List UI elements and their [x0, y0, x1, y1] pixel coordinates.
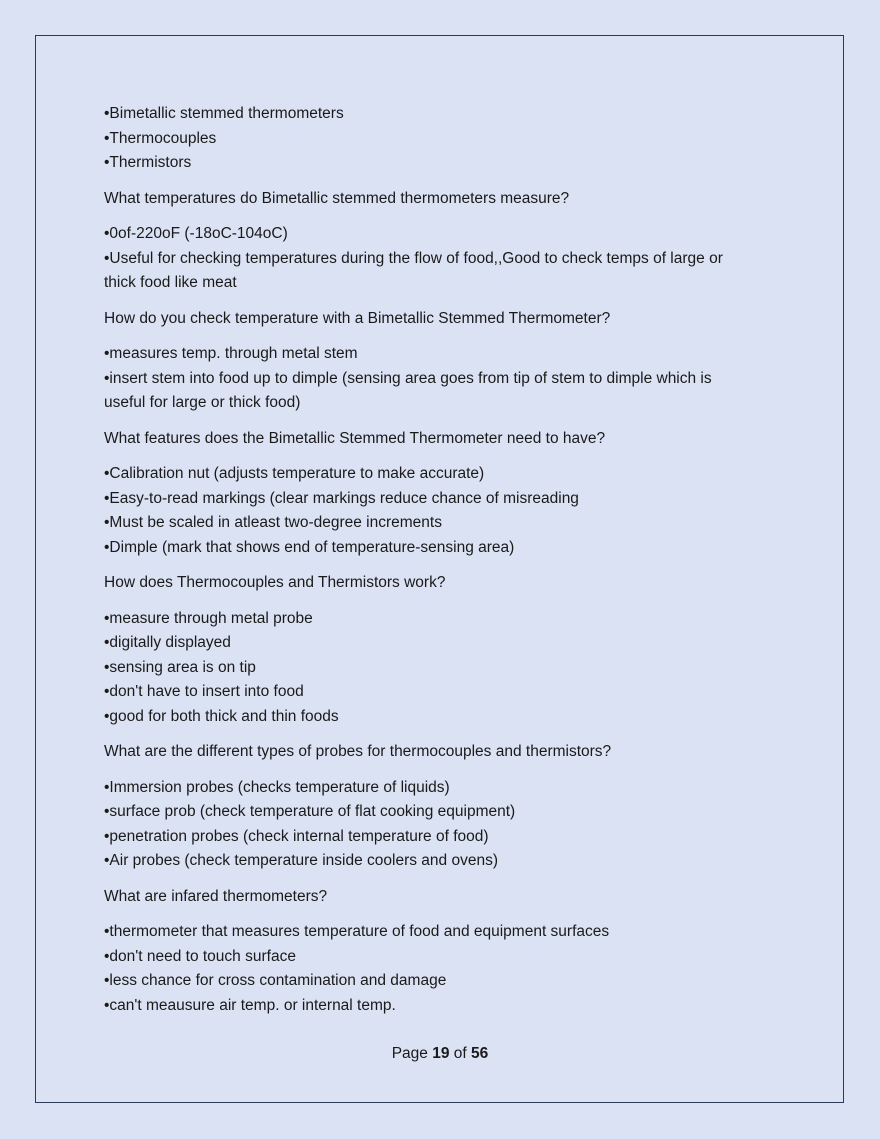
- answer-list: [104, 462, 754, 560]
- question-heading: What are the different types of probes for thermocouples and thermistors?: [104, 743, 612, 760]
- list-item: •Bimetallic stemmed thermometers: [104, 105, 344, 122]
- list-item: •less chance for cross contamination and damage: [104, 972, 447, 989]
- question-heading: What temperatures do Bimetallic stemmed thermometers measure?: [104, 189, 570, 207]
- question-heading: What features does the Bimetallic Stemmed Thermometer need to have?: [104, 429, 606, 447]
- document-body: [104, 102, 754, 1018]
- list-item: •0of-220oF (-18oC-104oC): [104, 225, 288, 242]
- section-intro-list: [104, 102, 754, 176]
- list-item: •Useful for checking temperatures during the flow of food,,Good to check temps of large or thick food like meat: [104, 249, 723, 291]
- list-item: •digitally displayed: [104, 634, 231, 651]
- list-item: •Dimple (mark that shows end of temperature-sensing area): [104, 538, 515, 556]
- list-item: •sensing area is on tip: [104, 658, 256, 676]
- page-of-label: of: [453, 1045, 467, 1062]
- list-item: •Air probes (check temperature inside coolers and ovens): [104, 852, 498, 869]
- list-item: •don't need to touch surface: [104, 947, 296, 965]
- answer-list: [104, 776, 754, 874]
- question-heading: How do you check temperature with a Bimetallic Stemmed Thermometer?: [104, 309, 611, 327]
- list-item: •Easy-to-read markings (clear markings reduce chance of misreading: [104, 489, 579, 507]
- answer-list: [104, 607, 754, 730]
- page-total: 56: [471, 1045, 489, 1062]
- list-item: •Thermocouples: [104, 129, 217, 147]
- answer-list: [104, 222, 754, 296]
- list-item: •Immersion probes (checks temperature of liquids): [104, 778, 450, 796]
- list-item: •Must be scaled in atleast two-degree increments: [104, 514, 442, 531]
- list-item: •insert stem into food up to dimple (sensing area goes from tip of stem to dimple which is useful for large or thick food): [104, 369, 712, 411]
- list-item: •don't have to insert into food: [104, 683, 304, 700]
- list-item: •Calibration nut (adjusts temperature to make accurate): [104, 465, 485, 482]
- page-current: 19: [432, 1045, 450, 1062]
- answer-list: [104, 342, 754, 416]
- page-footer: [0, 1045, 880, 1063]
- list-item: •measures temp. through metal stem: [104, 345, 358, 362]
- list-item: •Thermistors: [104, 154, 192, 171]
- list-item: •measure through metal probe: [104, 609, 313, 627]
- list-item: •thermometer that measures temperature of food and equipment surfaces: [104, 923, 610, 940]
- answer-list: [104, 920, 754, 1018]
- question-heading: How does Thermocouples and Thermistors work?: [104, 574, 446, 591]
- list-item: •penetration probes (check internal temperature of food): [104, 827, 489, 845]
- list-item: •can't meausure air temp. or internal temp.: [104, 996, 396, 1014]
- question-heading: What are infared thermometers?: [104, 887, 328, 905]
- list-item: •good for both thick and thin foods: [104, 707, 339, 725]
- list-item: •surface prob (check temperature of flat cooking equipment): [104, 803, 516, 820]
- page-label: Page: [391, 1045, 428, 1062]
